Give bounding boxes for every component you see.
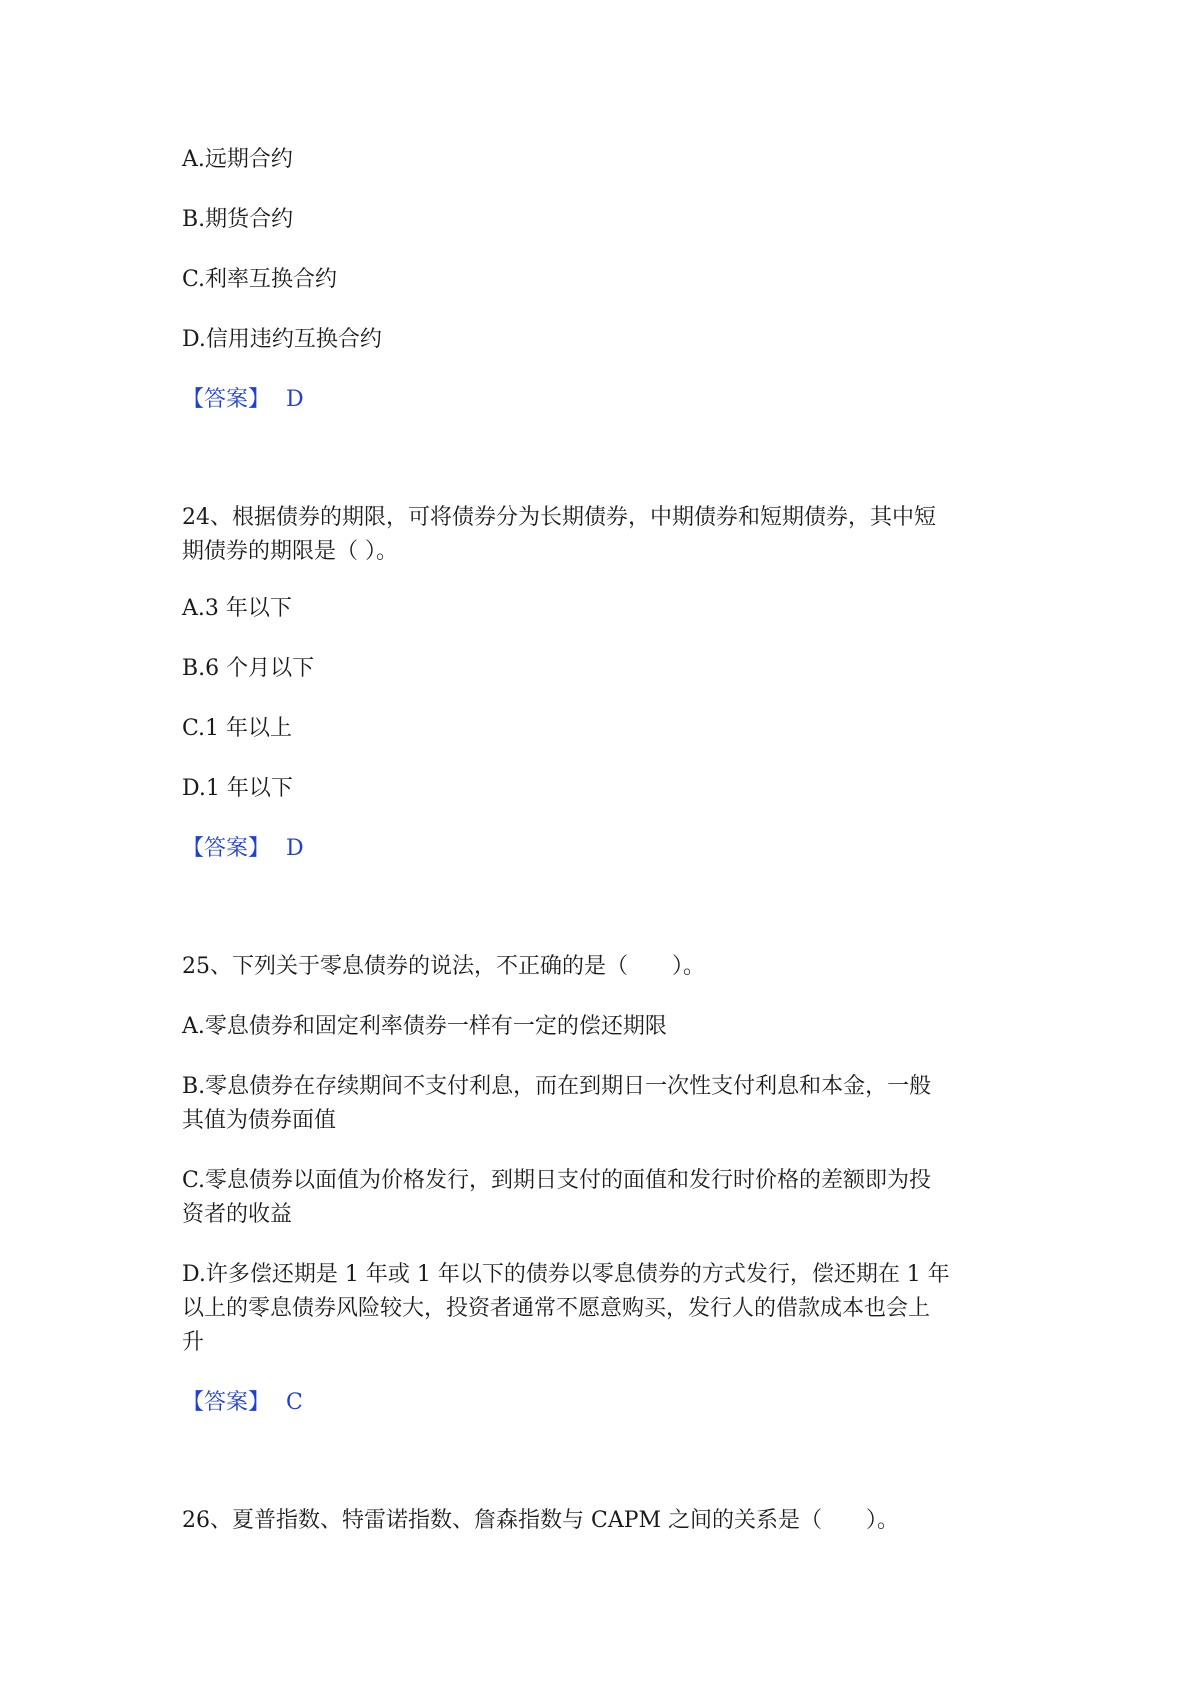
q25-option-b-line-1: B.零息债券在存续期间不支付利息，而在到期日一次性支付利息和本金，一般 bbox=[182, 1074, 932, 1099]
q24-answer bbox=[182, 832, 1012, 866]
q25-option-d-line-2: 以上的零息债券风险较大，投资者通常不愿意购买，发行人的借款成本也会上 bbox=[182, 1296, 931, 1321]
q26-stem: 26、夏普指数、特雷诺指数、詹森指数与 CAPM 之间的关系是（ ）。 bbox=[182, 1508, 900, 1533]
q23-answer bbox=[182, 383, 1012, 417]
q23-option-a: A.远期合约 bbox=[182, 147, 293, 172]
answer-value: D bbox=[286, 836, 304, 861]
answer-value: D bbox=[286, 387, 304, 412]
q25-option-d-line-1: D.许多偿还期是 1 年或 1 年以下的债券以零息债券的方式发行，偿还期在 1 年 bbox=[182, 1262, 950, 1287]
q24-option-a: A.3 年以下 bbox=[182, 596, 292, 621]
q24-option-d: D.1 年以下 bbox=[182, 776, 293, 801]
q23-option-b: B.期货合约 bbox=[182, 207, 294, 232]
q25-option-d-line-3: 升 bbox=[182, 1330, 205, 1355]
answer-label: 【答案】 bbox=[182, 387, 271, 412]
q23-option-d: D.信用违约互换合约 bbox=[182, 327, 382, 352]
q25-option-b-line-2: 其值为债券面值 bbox=[182, 1108, 337, 1133]
q24-stem-line-2: 期债券的期限是（ ）。 bbox=[182, 539, 398, 564]
q24-stem-line-1: 24、根据债券的期限，可将债券分为长期债券，中期债券和短期债券，其中短 bbox=[182, 505, 936, 530]
answer-value: C bbox=[286, 1390, 303, 1415]
answer-label: 【答案】 bbox=[182, 836, 271, 861]
answer-label: 【答案】 bbox=[182, 1390, 271, 1415]
q25-stem: 25、下列关于零息债券的说法，不正确的是（ ）。 bbox=[182, 954, 705, 979]
q24-option-b: B.6 个月以下 bbox=[182, 656, 315, 681]
q25-answer bbox=[182, 1386, 1012, 1420]
q23-option-c: C.利率互换合约 bbox=[182, 267, 338, 292]
q25-option-a: A.零息债券和固定利率债券一样有一定的偿还期限 bbox=[182, 1014, 667, 1039]
q25-option-c-line-1: C.零息债券以面值为价格发行，到期日支付的面值和发行时价格的差额即为投 bbox=[182, 1168, 932, 1193]
q25-option-c-line-2: 资者的收益 bbox=[182, 1202, 293, 1227]
q24-option-c: C.1 年以上 bbox=[182, 716, 293, 741]
